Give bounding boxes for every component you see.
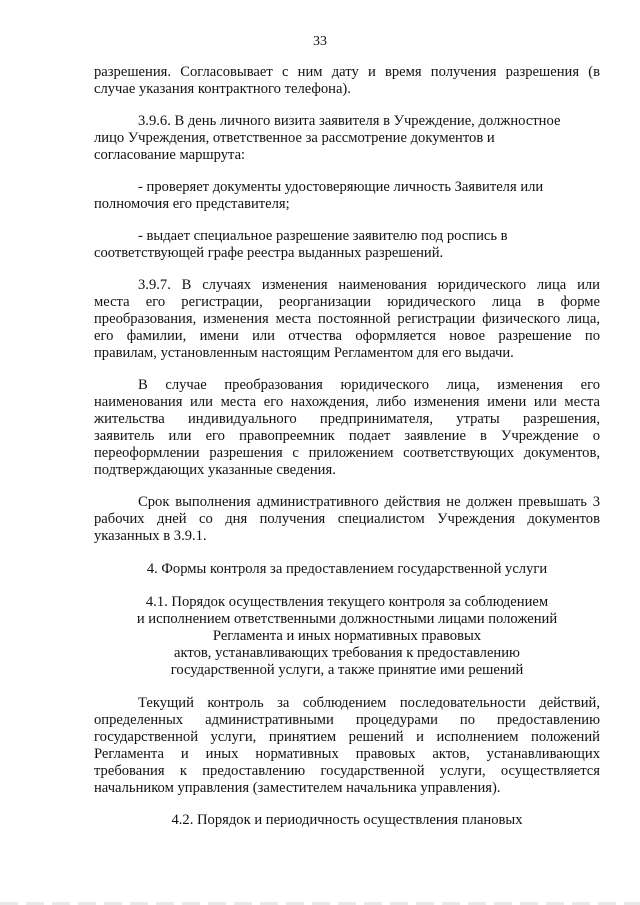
- subsection-heading: государственной услуги, а также принятие ими решений: [170, 662, 524, 678]
- text-line: рабочих дней со дня получения специалистом Учреждения документов: [94, 511, 600, 527]
- text-line: правилам, установленным настоящим Регламентом для его выдачи.: [94, 345, 514, 361]
- subsection-heading: актов, устанавливающих требования к предоставлению: [174, 645, 520, 661]
- text-line: 3.9.7. В случаях изменения наименования юридического лица или: [138, 277, 600, 293]
- text-line: лицо Учреждения, ответственное за рассмотрение документов и: [94, 130, 495, 146]
- text-line: места его регистрации, реорганизации юридического лица в форме: [94, 294, 600, 310]
- text-line: 3.9.6. В день личного визита заявителя в Учреждение, должностное: [138, 113, 561, 129]
- text-line: подтверждающих указанные сведения.: [94, 462, 336, 478]
- subsection-heading: и исполнением ответственными должностными лицами положений: [136, 611, 558, 627]
- text-line: - выдает специальное разрешение заявителю под роспись в: [138, 228, 508, 244]
- text-line: преобразования, изменения места постоянной регистрации физического лица,: [94, 311, 600, 327]
- text-line: Регламента и иных нормативных правовых актов, устанавливающих: [94, 746, 600, 762]
- text-line: требования к предоставлению государственной услуги, осуществляется: [94, 763, 600, 779]
- text-line: соответствующей графе реестра выданных разрешений.: [94, 245, 444, 261]
- text-line: полномочия его представителя;: [94, 196, 290, 212]
- text-line: определенных административными процедурами по предоставлению: [94, 712, 600, 728]
- text-line: случае указания контрактного телефона).: [94, 81, 351, 97]
- text-line: наименования или места его нахождения, либо изменения имени или места: [94, 394, 600, 410]
- text-line: заявитель или его правопреемник подает заявление в Учреждение о: [94, 428, 600, 444]
- text-line: переоформлении разрешения с приложением соответствующих документов,: [94, 445, 600, 461]
- text-line: государственной услуги, принятием решений и исполнением положений: [94, 729, 600, 745]
- page-number: 33: [313, 34, 327, 49]
- text-line: его фамилии, имени или отчества оформляется новое разрешение по: [94, 328, 600, 344]
- text-line: указанных в 3.9.1.: [94, 528, 207, 544]
- subsection-heading: Регламента и иных нормативных правовых: [212, 628, 482, 644]
- subsection-heading: 4.1. Порядок осуществления текущего контроля за соблюдением: [145, 594, 549, 610]
- text-line: - проверяет документы удостоверяющие личность Заявителя или: [138, 179, 544, 195]
- section-heading: 4. Формы контроля за предоставлением государственной услуги: [146, 561, 548, 577]
- text-line: В случае преобразования юридического лица, изменения его: [138, 377, 600, 393]
- text-line: разрешения. Согласовывает с ним дату и время получения разрешения (в: [94, 64, 600, 80]
- text-line: Текущий контроль за соблюдением последовательности действий,: [138, 695, 600, 711]
- text-line: Срок выполнения административного действия не должен превышать 3: [138, 494, 600, 510]
- text-line: согласование маршрута:: [94, 147, 246, 163]
- text-line: начальником управления (заместителем начальника управления).: [94, 780, 501, 796]
- subsection-heading: 4.2. Порядок и периодичность осуществления плановых: [171, 812, 523, 828]
- text-line: жительства индивидуального предпринимателя, утраты разрешения,: [94, 411, 600, 427]
